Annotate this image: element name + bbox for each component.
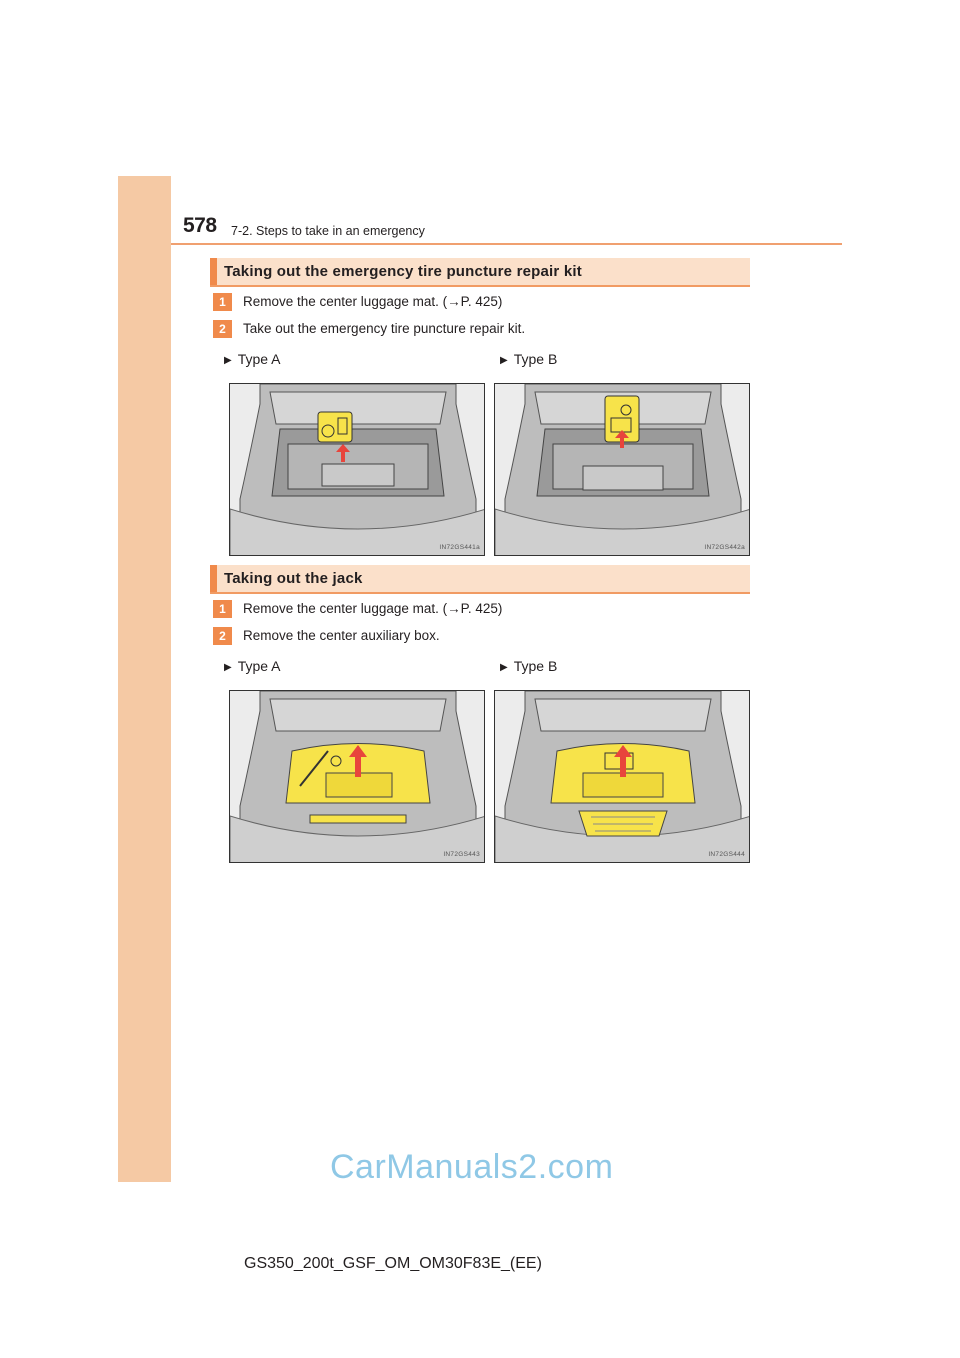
- figure-label: ▶ Type B: [500, 351, 558, 367]
- triangle-right-icon: ▶: [500, 355, 508, 366]
- header-divider: [171, 243, 842, 245]
- section-heading-jack: Taking out the jack: [210, 565, 750, 594]
- step-text: Remove the center luggage mat. (→P. 425): [243, 294, 503, 309]
- trunk-illustration-repair-kit-type-b: [494, 383, 750, 556]
- trunk-illustration-repair-kit-type-a: [229, 383, 485, 556]
- trunk-illustration-jack-type-a: [229, 690, 485, 863]
- step-text: Remove the center luggage mat. (→P. 425): [243, 601, 503, 616]
- trunk-illustration-jack-type-b: [494, 690, 750, 863]
- step-text: Take out the emergency tire puncture repair kit.: [243, 321, 526, 336]
- step-number: 1: [213, 600, 232, 618]
- figure-label: ▶ Type A: [224, 658, 281, 674]
- step-number: 2: [213, 320, 232, 338]
- footer-code: GS350_200t_GSF_OM_OM30F83E_(EE): [244, 1255, 542, 1272]
- triangle-right-icon: ▶: [224, 662, 232, 673]
- page-number: 578: [183, 214, 217, 237]
- figure-code: IN72GS443: [443, 851, 480, 858]
- section-heading-repair-kit: Taking out the emergency tire puncture repair kit: [210, 258, 750, 287]
- triangle-right-icon: ▶: [500, 662, 508, 673]
- figure-label: ▶ Type B: [500, 658, 558, 674]
- watermark-text: CarManuals2.com: [330, 1148, 614, 1186]
- section-title: 7-2. Steps to take in an emergency: [231, 224, 425, 238]
- step-number: 2: [213, 627, 232, 645]
- triangle-right-icon: ▶: [224, 355, 232, 366]
- figure-code: IN72GS441a: [439, 544, 480, 551]
- step-number: 1: [213, 293, 232, 311]
- side-tab: [118, 176, 171, 1182]
- figure-code: IN72GS444: [708, 851, 745, 858]
- figure-code: IN72GS442a: [704, 544, 745, 551]
- figure-label: ▶ Type A: [224, 351, 281, 367]
- step-text: Remove the center auxiliary box.: [243, 628, 440, 643]
